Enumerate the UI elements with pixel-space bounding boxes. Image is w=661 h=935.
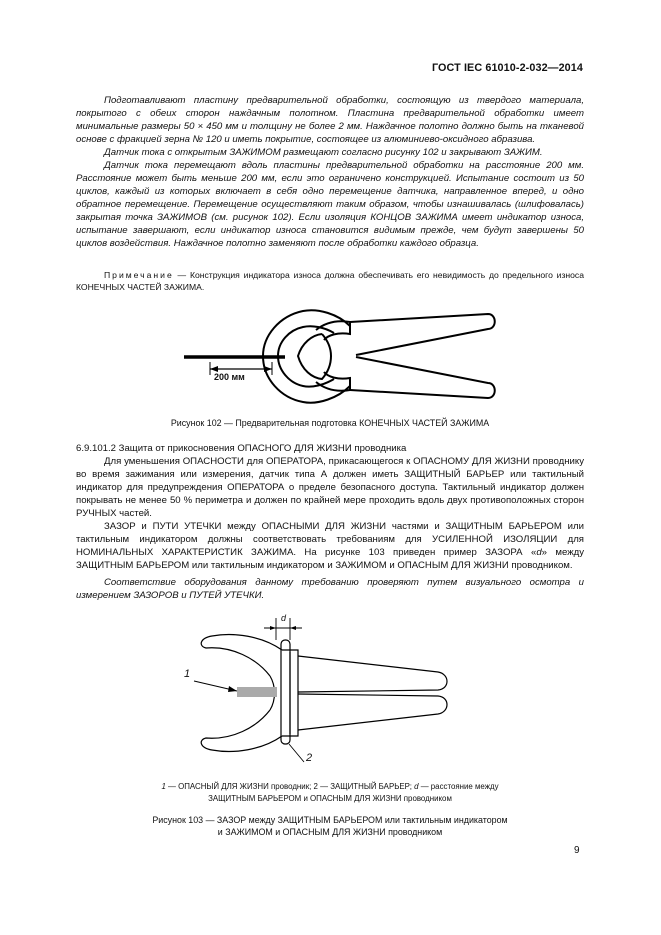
- arrow-icon: [228, 686, 237, 692]
- paragraph-preparation-plate: Подготавливают пластину предварительной обработки, состоящую из твердого материала, покрытого с обеих сторон наждачным полотном. Пластина предварительной обработки имеет минимальные размеры 50 × 450 мм и толщину не более 2 мм. Наждачное полотно должно быть на тканевой основе с фракцией зерна № 120 и иметь покрытие, состоящее из алюминиево-оксидного абразива.: [76, 95, 584, 145]
- label-d: d: [281, 613, 287, 623]
- gap-arrow-icon: [270, 626, 276, 630]
- clamp-handle-upper: [298, 656, 447, 692]
- figure-102-caption: Рисунок 102 — Предварительная подготовка КОНЕЧНЫХ ЧАСТЕЙ ЗАЖИМА: [170, 418, 490, 428]
- protective-barrier: [281, 640, 290, 744]
- note-label: Примечание: [104, 270, 174, 280]
- clamp-upper-jaw: [201, 635, 282, 676]
- label-2: 2: [306, 752, 313, 764]
- section-heading: 6.9.101.2 Защита от прикосновения ОПАСНОГО ДЛЯ ЖИЗНИ проводника: [76, 443, 407, 454]
- hazardous-conductor: [237, 687, 277, 697]
- figure-103-caption: Рисунок 103 — ЗАЗОР между ЗАЩИТНЫМ БАРЬЕРОМ или тактильным индикатором и ЗАЖИМОМ и ОПАСНЫМ ДЛЯ ЖИЗНИ проводником: [152, 815, 508, 837]
- paragraph-compliance: Соответствие оборудования данному требованию проверяют путем визуального осмотра и измерением ЗАЗОРОВ и ПУТЕЙ УТЕЧКИ.: [76, 577, 584, 601]
- dimension-label: 200 мм: [214, 372, 245, 382]
- gap-arrow-icon: [290, 626, 296, 630]
- label-1: 1: [184, 668, 191, 680]
- clamp-lower-jaw: [201, 710, 282, 751]
- clamp-handle-lower: [298, 694, 447, 730]
- document-header: ГОСТ IEC 61010-2-032—2014: [431, 62, 583, 74]
- page-number: 9: [574, 845, 580, 856]
- paragraph-clearance: ЗАЗОР и ПУТИ УТЕЧКИ между ОПАСНЫМИ ДЛЯ ЖИЗНИ частями и ЗАЩИТНЫМ БАРЬЕРОМ или тактильным индикатором должны соответствовать требованиям для УСИЛЕННОЙ ИЗОЛЯЦИИ для НОМИНАЛЬНЫХ ХАРАКТЕРИСТИК ЗАЖИМА. На рисунке 103 приведен пример ЗАЗОРА «d» между ЗАЩИТНЫМ БАРЬЕРОМ или тактильным индикатором и ЗАЖИМОМ и ОПАСНЫМ ДЛЯ ЖИЗНИ проводником.: [76, 521, 585, 571]
- leader-2: [289, 744, 304, 762]
- note-text: — Конструкция индикатора износа должна обеспечивать его невидимость до предельного износа КОНЕЧНЫХ ЧАСТЕЙ ЗАЖИМА.: [76, 270, 584, 292]
- figure-103-legend: 1 — ОПАСНЫЙ ДЛЯ ЖИЗНИ проводник; 2 — ЗАЩИТНЫЙ БАРЬЕР; d — расстояние между ЗАЩИТНЫМ БАРЬЕРОМ и ОПАСНЫМ ДЛЯ ЖИЗНИ проводником: [161, 782, 499, 803]
- paragraph-test-procedure: Датчик тока перемещают вдоль пластины предварительной обработки на расстояние 200 мм. Расстояние может быть меньше 200 мм, если это ограничено конструкцией. Испытание состоит из 50 циклов, каждый из которых включает в себя одно перемещение датчика, направленное вперед, и одно обратное перемещение. Перемещение осуществляют таким образом, чтобы изнашивалась (шлифовалась) закрытая точка ЗАЖИМОВ (см. рисунок 102). Если изоляция КОНЦОВ ЗАЖИМА имеет индикатор износа, испытание завершают, если индикатор износа становится видимым прежде, чем будут завершены 50 циклов воздействия. Наждачное полотно заменяют после обработки каждого образца.: [76, 160, 584, 249]
- paragraph-protection: Для уменьшения ОПАСНОСТИ для ОПЕРАТОРА, прикасающегося к ОПАСНОМУ ДЛЯ ЖИЗНИ проводнику во время зажимания или измерения, датчик типа А должен иметь ЗАЩИТНЫЙ БАРЬЕР или тактильный индикатор для предупреждения ОПЕРАТОРА о пределе безопасного доступа. Тактильный индикатор должен покрывать не менее 50 % периметра и должен по крайней мере проходить вдоль двух противоположных сторон РУЧНЫХ частей.: [76, 456, 584, 519]
- gap-d: d: [536, 547, 542, 558]
- paragraph-sensor-placement: Датчик тока с открытым ЗАЖИМОМ размещают согласно рисунку 102 и закрывают ЗАЖИМ.: [104, 147, 543, 158]
